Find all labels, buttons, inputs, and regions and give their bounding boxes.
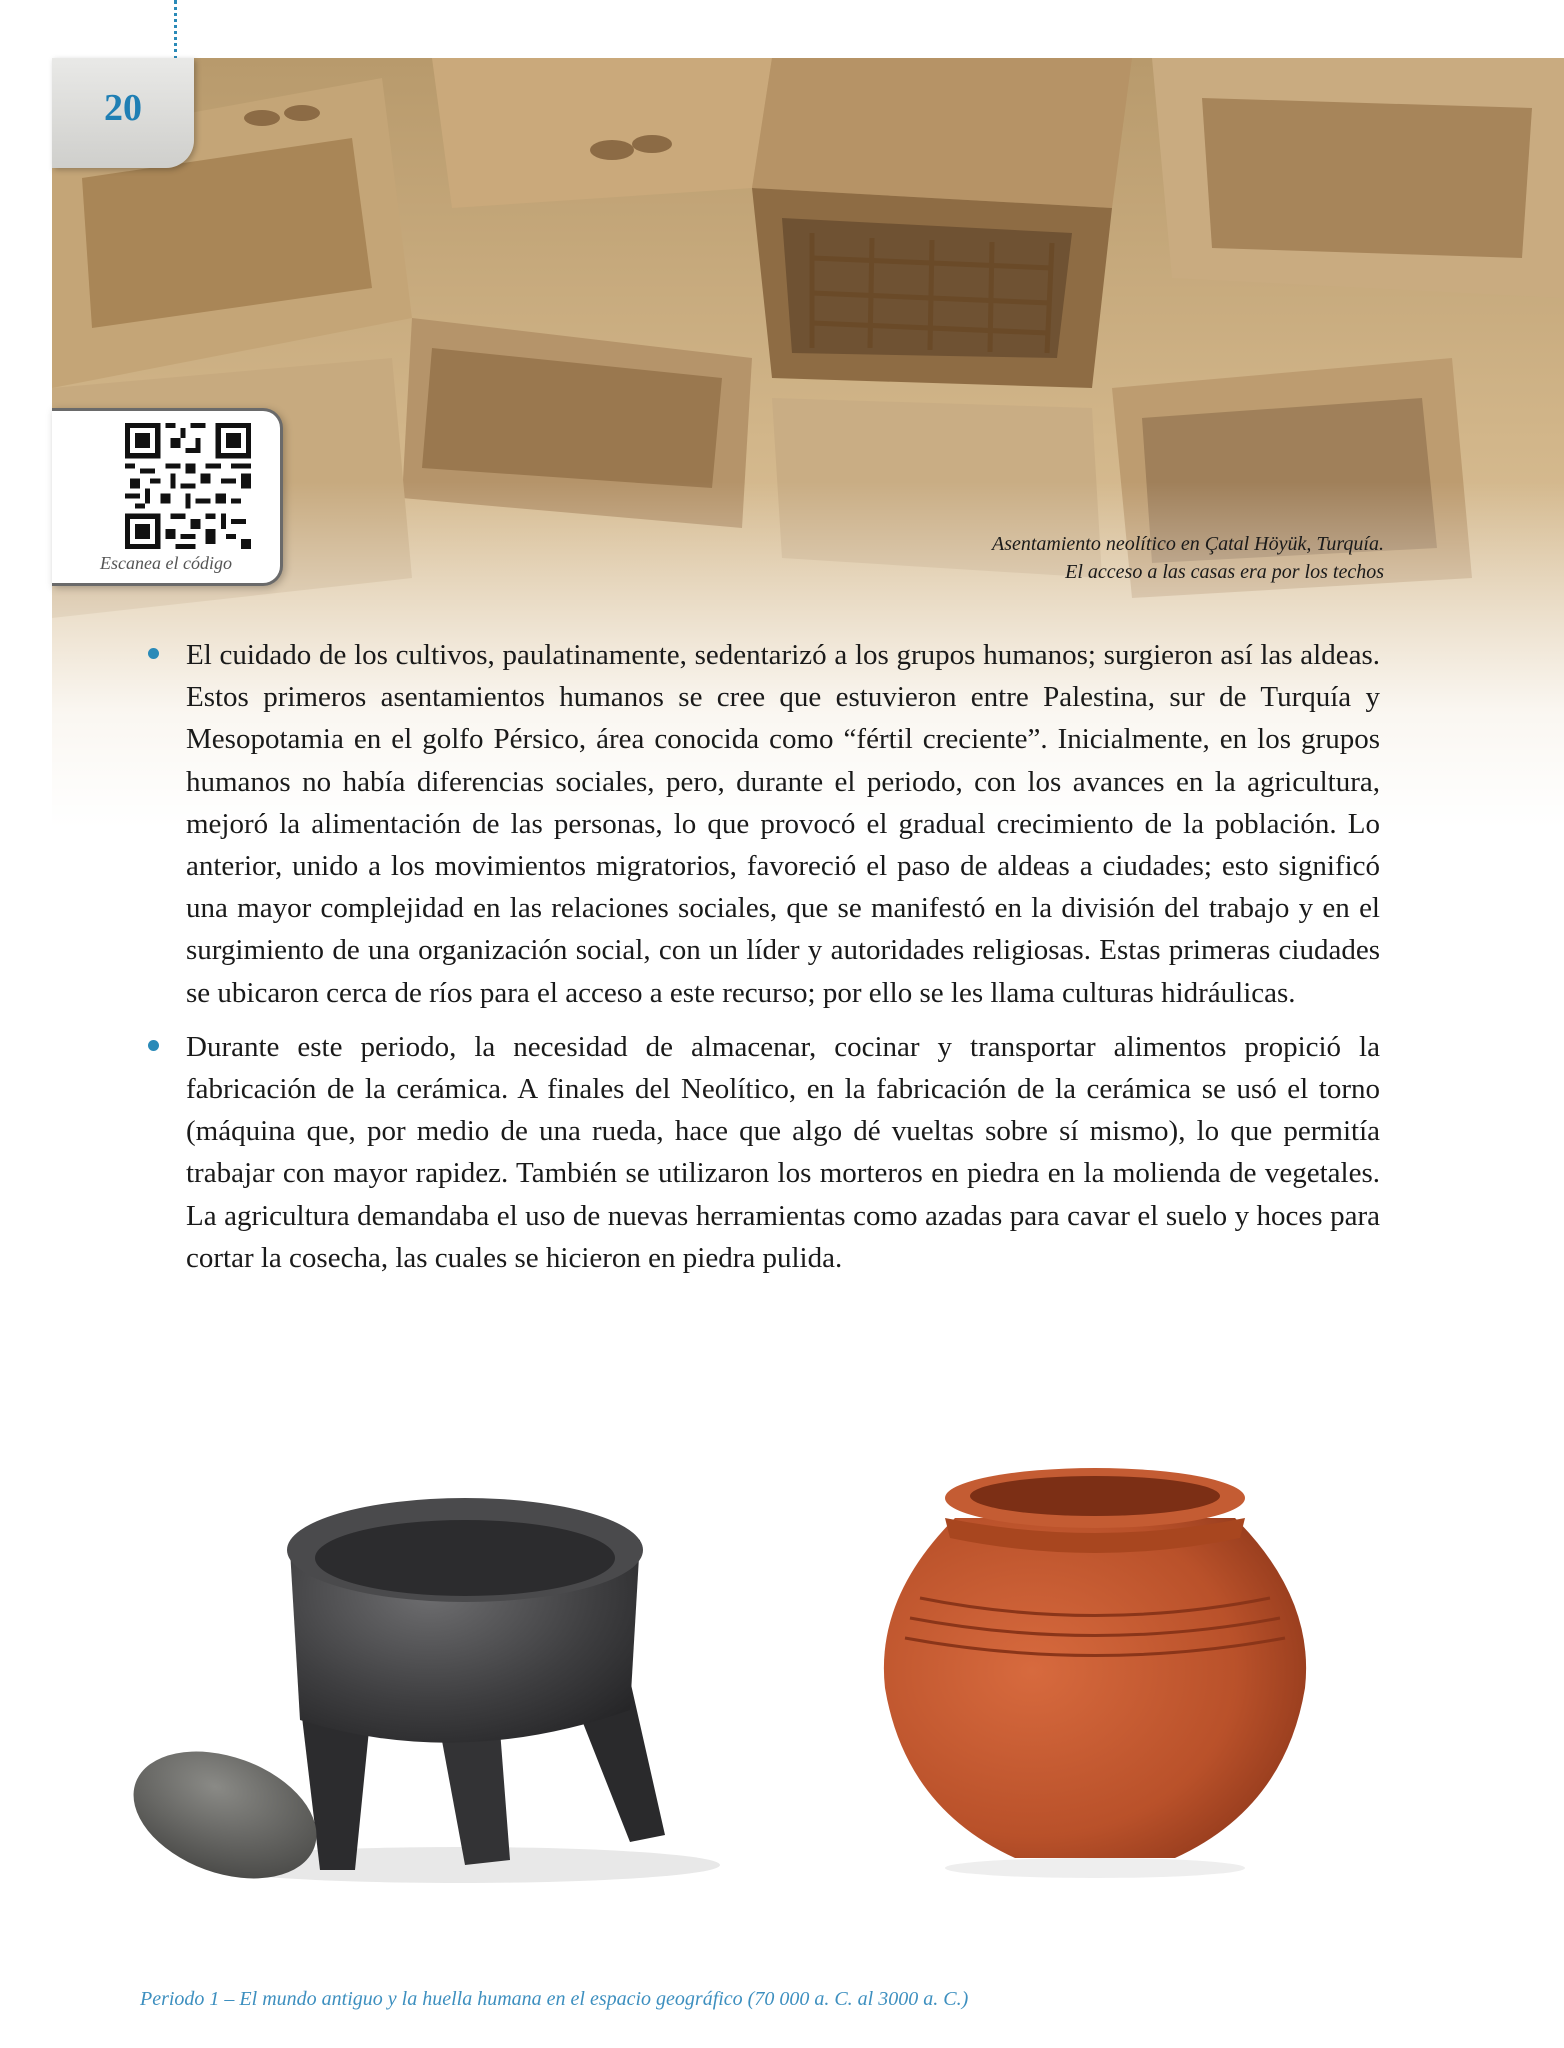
qr-scan-label: Escanea el código [100, 553, 232, 573]
paragraph-text: Durante este periodo, la necesidad de almacenar, cocinar y transportar alimentos propició la fabricación de la cerámica. A finales del Neolítico, en la fabricación de la cerámica se usó el torno (máquina que, por medio de una rueda, hace que algo dé vueltas sobre sí mismo), lo que permitía trabajar con mayor rapidez. También se utilizaron los morteros en piedra en la molienda de vegetales. La agricultura demandaba el uso de nuevas herramientas como azadas para cavar el suelo y hoces para cortar la cosecha, las cuales se hicieron en piedra pulida. [186, 1030, 1380, 1274]
page-footer: Periodo 1 – El mundo antiguo y la huella humana en el espacio geográfico (70 000 a. C. al 3000 a. C.) [140, 1988, 969, 2010]
paragraph-ceramica [148, 1026, 1380, 1279]
bullet-dot-icon [148, 1040, 159, 1051]
paragraph-text: El cuidado de los cultivos, paulatinamente, sedentarizó a los grupos humanos; surgieron así las aldeas. Estos primeros asentamientos humanos se cree que estuvieron entre Palestina, sur de Turquía y Mesopotamia en el golfo Pérsico, área conocida como “fértil creciente”. Inicialmente, en los grupos humanos no había diferencias sociales, pero, durante el periodo, con los avances en la agricultura, mejoró la alimentación de las personas, lo que provocó el gradual crecimiento de la población. Lo anterior, unido a los movimientos migratorios, favoreció el paso de aldeas a ciudades; esto significó una mayor complejidad en las relaciones sociales, que se manifestó en la división del trabajo y en el surgimiento de una organización social, con un líder y autoridades religiosas. Estas primeras ciudades se ubicaron cerca de ríos para el acceso a este recurso; por ello se les llama culturas hidráulicas. [186, 639, 1380, 1009]
clay-pot-image [835, 1448, 1355, 1878]
bullet-dot-icon [148, 648, 159, 659]
dotted-guide-line [174, 0, 177, 60]
stone-mortar-image [130, 1470, 730, 1890]
paragraph-aldeas [148, 634, 1380, 1014]
qr-code-icon[interactable] [125, 423, 251, 549]
photo-caption-line-2: El acceso a las casas era por los techos [1065, 561, 1384, 583]
page-number-tab [52, 58, 194, 168]
photo-caption [992, 530, 1384, 586]
photo-caption-line-1: Asentamiento neolítico en Çatal Höyük, Turquía. [992, 533, 1384, 555]
page-number: 20 [104, 87, 142, 129]
qr-code-box[interactable] [52, 408, 283, 586]
body-text [148, 634, 1380, 1291]
